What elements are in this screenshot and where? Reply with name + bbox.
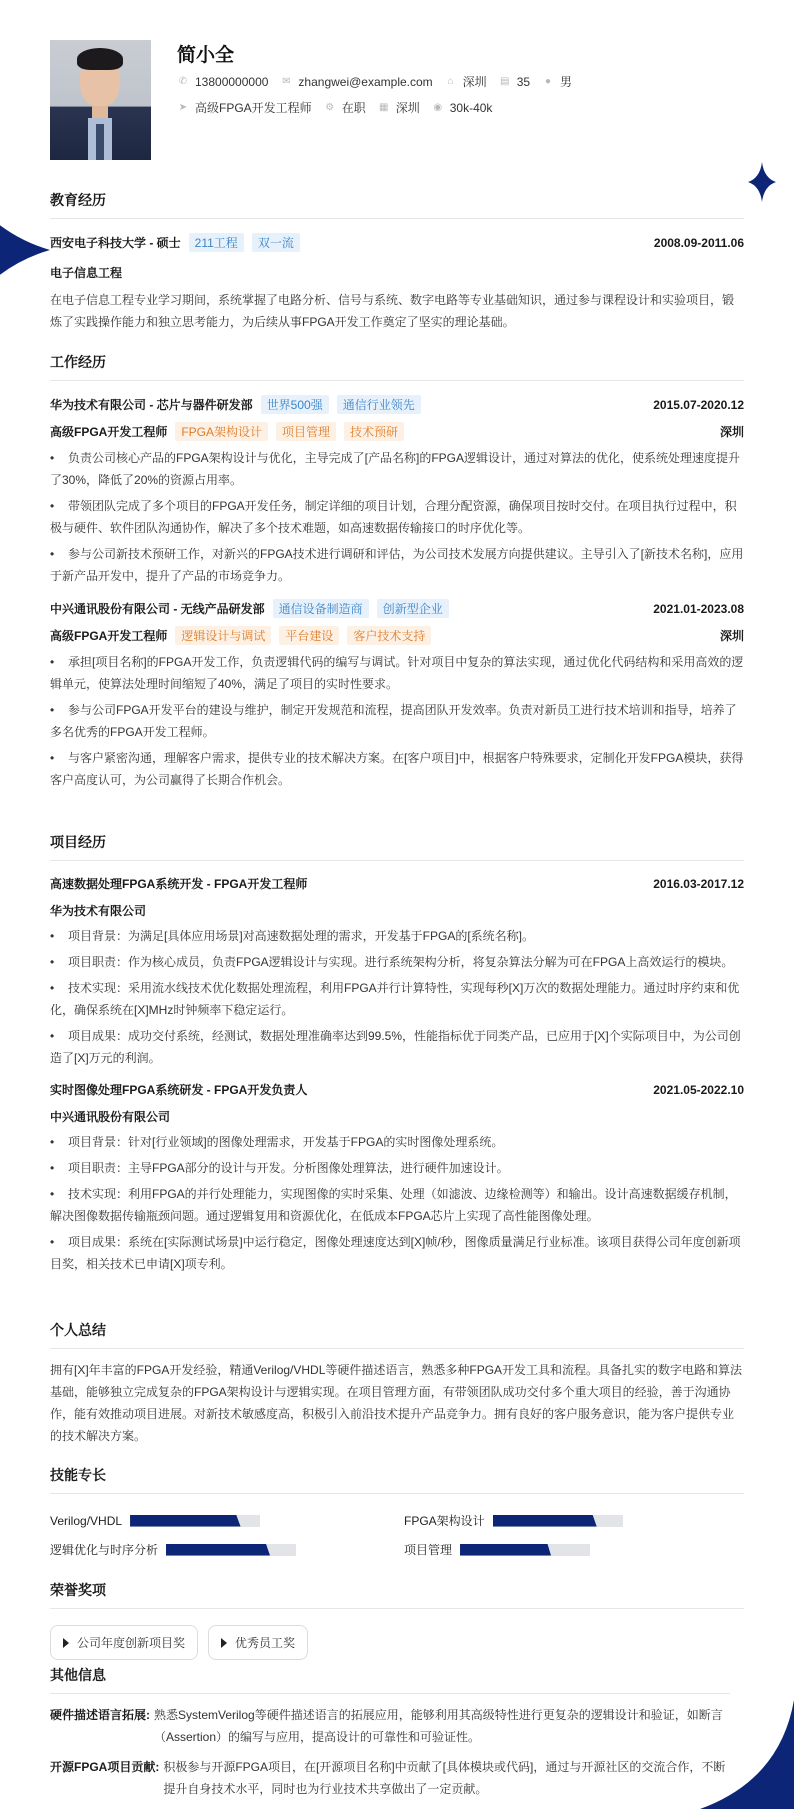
status-icon: ⚙ bbox=[325, 101, 335, 113]
job-period: 2021.01-2023.08 bbox=[653, 601, 744, 616]
mail-icon: ✉ bbox=[282, 75, 291, 87]
job-bullet: • 参与公司新技术预研工作，对新兴的FPGA技术进行调研和评估，为公司技术发展方向提供建议。主导引入了[新技术名称]，应用于新产品开发中，提升了产品的市场竞争力。 bbox=[50, 547, 744, 583]
job-role: 高级FPGA开发工程师 bbox=[50, 629, 168, 643]
avatar bbox=[50, 40, 151, 160]
age-icon: ▤ bbox=[499, 75, 510, 87]
project-bullet: • 项目背景：为满足[具体应用场景]对高速数据处理的需求，开发基于FPGA的[系统名称]。 bbox=[50, 929, 535, 943]
email: zhangwei@example.com bbox=[298, 74, 433, 89]
job-entry bbox=[50, 599, 744, 791]
job-bullet: • 与客户紧密沟通，理解客户需求，提供专业的技术解决方案。在[客户项目]中，根据客户特殊要求，定制化开发FPGA模块，获得客户高度认可，为公司赢得了长期合作机会。 bbox=[50, 751, 744, 787]
job-city: 深圳 bbox=[719, 629, 744, 643]
role-tag: 项目管理 bbox=[276, 422, 336, 441]
skill-bar bbox=[493, 1515, 623, 1527]
awards-section bbox=[50, 1580, 744, 1660]
home-icon: ⌂ bbox=[447, 75, 454, 87]
project-bullet: • 项目成果：成功交付系统，经测试，数据处理准确率达到99.5%，性能指标优于同类产品，已应用于[X]个实际项目中，为公司创造了[X]万元的利润。 bbox=[50, 1029, 741, 1065]
skill-bar bbox=[460, 1544, 590, 1556]
project-bullet: • 技术实现：采用流水线技术优化数据处理流程，利用FPGA并行计算特性，实现每秒[X]万次的数据处理能力。通过时序约束和优化，确保系统在[X]MHz时钟频率下稳定运行。 bbox=[50, 981, 740, 1017]
project-name: 高速数据处理FPGA系统开发 - FPGA开发工程师 bbox=[50, 877, 308, 891]
project-company: 华为技术有限公司 bbox=[50, 904, 147, 918]
skills-section bbox=[50, 1465, 744, 1558]
other-section bbox=[50, 1665, 730, 1800]
sparkle-star-icon bbox=[748, 162, 776, 202]
role-tag: 逻辑设计与调试 bbox=[175, 626, 271, 645]
section-title: 荣誉奖项 bbox=[50, 1580, 744, 1609]
skill-item: Verilog/VHDL bbox=[50, 1512, 404, 1529]
section-title: 教育经历 bbox=[50, 190, 744, 219]
triangle-icon bbox=[63, 1638, 69, 1648]
school-name: 西安电子科技大学 - 硕士 bbox=[50, 236, 181, 250]
triangle-icon bbox=[221, 1638, 227, 1648]
skill-bar bbox=[166, 1544, 296, 1556]
other-item: 硬件描述语言拓展: 熟悉SystemVerilog等硬件描述语言的拓展应用，能够利用其高级特性进行更复杂的逻辑设计和验证，如断言（Assertion）的编写与应用，提高设计的可靠性和可验证性。 bbox=[50, 1708, 723, 1744]
salary-icon: ◉ bbox=[433, 101, 443, 113]
section-title: 其他信息 bbox=[50, 1665, 730, 1694]
school-tag: 211工程 bbox=[189, 233, 244, 252]
company-name: 中兴通讯股份有限公司 - 无线产品研发部 bbox=[50, 602, 265, 616]
role-tag: FPGA架构设计 bbox=[175, 422, 268, 441]
job-entry bbox=[50, 395, 744, 587]
skill-item: 逻辑优化与时序分析 bbox=[50, 1541, 404, 1558]
project-company: 中兴通讯股份有限公司 bbox=[50, 1110, 171, 1124]
major: 电子信息工程 bbox=[50, 266, 123, 280]
company-tag: 创新型企业 bbox=[377, 599, 449, 618]
role-tag: 平台建设 bbox=[279, 626, 339, 645]
job-bullet: • 承担[项目名称]的FPGA开发工作，负责逻辑代码的编写与调试。针对项目中复杂的算法实现，通过优化代码结构和采用高效的逻辑单元，使算法处理时间缩短了40%，满足了项目的实时性要求。 bbox=[50, 655, 744, 691]
company-tag: 通信行业领先 bbox=[337, 395, 421, 414]
decorative-corner-shape bbox=[0, 150, 50, 350]
job-bullet: • 负责公司核心产品的FPGA架构设计与优化，主导完成了[产品名称]的FPGA逻辑设计，通过对算法的优化，使系统处理速度提升了30%，降低了20%的资源占用率。 bbox=[50, 451, 741, 487]
resume-header bbox=[50, 40, 744, 160]
school-tag: 双一流 bbox=[252, 233, 300, 252]
expected-salary: 30k-40k bbox=[449, 100, 493, 115]
education-description: 在电子信息工程专业学习期间，系统掌握了电路分析、信号与系统、数字电路等专业基础知识，通过参与课程设计和实验项目，锻炼了实践操作能力和独立思考能力，为后续从事FPGA开发工作奠定了坚实的理论基础。 bbox=[50, 293, 735, 329]
project-bullet: • 项目职责：作为核心成员，负责FPGA逻辑设计与实现。进行系统架构分析，将复杂算法分解为可在FPGA上高效运行的模块。 bbox=[50, 955, 734, 969]
phone-icon: ✆ bbox=[178, 75, 188, 87]
company-tag: 通信设备制造商 bbox=[273, 599, 369, 618]
job-city: 深圳 bbox=[719, 425, 744, 439]
gender: 男 bbox=[560, 75, 573, 89]
project-bullet: • 项目背景：针对[行业领域]的图像处理需求，开发基于FPGA的实时图像处理系统。 bbox=[50, 1135, 504, 1149]
skill-bar bbox=[130, 1515, 260, 1527]
project-period: 2016.03-2017.12 bbox=[653, 876, 744, 891]
section-title: 技能专长 bbox=[50, 1465, 744, 1494]
job-bullet: • 带领团队完成了多个项目的FPGA开发任务，制定详细的项目计划，合理分配资源，确保项目按时交付。在项目执行过程中，积极与硬件、软件团队沟通协作，解决了多个技术难题，如高速数据传输接口的时序优化等。 bbox=[50, 499, 737, 535]
projects-section bbox=[50, 832, 744, 1279]
job-intent-row bbox=[177, 99, 504, 116]
education-section bbox=[50, 190, 744, 333]
gender-icon: ● bbox=[545, 75, 552, 87]
section-title: 项目经历 bbox=[50, 832, 744, 861]
project-bullet: • 项目职责：主导FPGA部分的设计与开发。分析图像处理算法，进行硬件加速设计。 bbox=[50, 1161, 509, 1175]
work-section bbox=[50, 352, 744, 795]
education-period: 2008.09-2011.06 bbox=[653, 235, 744, 250]
section-title: 工作经历 bbox=[50, 352, 744, 381]
job-role: 高级FPGA开发工程师 bbox=[50, 425, 168, 439]
other-item: 开源FPGA项目贡献: 积极参与开源FPGA项目，在[开源项目名称]中贡献了[具体模块或代码]，通过与开源社区的交流合作，不断提升自身技术水平，同时也为行业技术共享做出了一定贡献。 bbox=[50, 1760, 726, 1796]
candidate-name: 简小全 bbox=[177, 45, 235, 66]
location: 深圳 bbox=[462, 75, 487, 89]
project-entry bbox=[50, 1081, 744, 1275]
project-period: 2021.05-2022.10 bbox=[653, 1082, 744, 1097]
job-bullet: • 参与公司FPGA开发平台的建设与维护，制定开发规范和流程，提高团队开发效率。负责对新员工进行技术培训和指导，培养了多名优秀的FPGA开发工程师。 bbox=[50, 703, 737, 739]
award-badge: 优秀员工奖 bbox=[208, 1625, 308, 1660]
award-badge: 公司年度创新项目奖 bbox=[50, 1625, 198, 1660]
job-period: 2015.07-2020.12 bbox=[653, 397, 744, 412]
target-city: 深圳 bbox=[395, 101, 420, 115]
company-tag: 世界500强 bbox=[261, 395, 329, 414]
role-tag: 技术预研 bbox=[344, 422, 404, 441]
project-entry bbox=[50, 875, 744, 1069]
skill-item: FPGA架构设计 bbox=[404, 1512, 744, 1529]
skill-item: 项目管理 bbox=[404, 1541, 744, 1558]
age: 35 bbox=[516, 74, 531, 89]
employment-status: 在职 bbox=[341, 101, 366, 115]
project-bullet: • 技术实现：利用FPGA的并行处理能力，实现图像的实时采集、处理（如滤波、边缘检测等）和输出。设计高速数据缓存机制，解决图像数据传输瓶颈问题。通过逻辑复用和资源优化，在低成本FPGA芯片上实现了高性能图像处理。 bbox=[50, 1187, 737, 1223]
project-name: 实时图像处理FPGA系统研发 - FPGA开发负责人 bbox=[50, 1083, 308, 1097]
phone: 13800000000 bbox=[195, 74, 269, 89]
send-icon: ➤ bbox=[178, 101, 188, 113]
role-tag: 客户技术支持 bbox=[347, 626, 431, 645]
building-icon: ▦ bbox=[378, 101, 389, 113]
company-name: 华为技术有限公司 - 芯片与器件研发部 bbox=[50, 398, 253, 412]
summary-text: 拥有[X]年丰富的FPGA开发经验，精通Verilog/VHDL等硬件描述语言，熟悉多种FPGA开发工具和流程。具备扎实的数字电路和算法基础，能够独立完成复杂的FPGA架构设计与逻辑实现。在项目管理方面，有带领团队成功交付多个重大项目的经验，善于沟通协作，能有效推动项目进展。对新技术敏感度高，积极引入前沿技术提升产品竞争力。拥有良好的客户服务意识，能为客户提供专业的技术解决方案。 bbox=[50, 1363, 743, 1443]
project-bullet: • 项目成果：系统在[实际测试场景]中运行稳定，图像处理速度达到[X]帧/秒，图像质量满足行业标准。该项目获得公司年度创新项目奖，相关技术已申请[X]项专利。 bbox=[50, 1235, 741, 1271]
section-title: 个人总结 bbox=[50, 1320, 744, 1349]
target-position: 高级FPGA开发工程师 bbox=[195, 101, 312, 115]
contact-info-row bbox=[177, 73, 584, 90]
summary-section bbox=[50, 1320, 744, 1447]
